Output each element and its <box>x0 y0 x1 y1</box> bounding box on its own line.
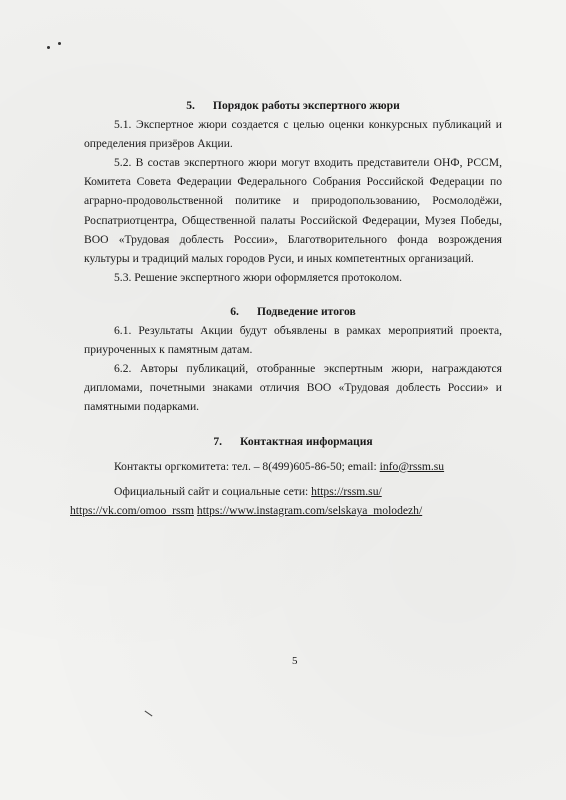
document-body <box>70 96 502 520</box>
social-links-line <box>70 501 502 520</box>
website-line: Официальный сайт и социальные сети: https://rssm.su/ <box>114 484 382 498</box>
section-heading-5: 5. Порядок работы экспертного жюри <box>186 99 400 112</box>
page-number: 5 <box>292 655 298 667</box>
paragraph-5-2: 5.2. В состав экспертного жюри могут входить представители ОНФ, РССМ, Комитета Совета Федерации Федерального Собрания Российской Федерации по аграрно-продовольственной политике и природопользованию, Росмолодёжи, Роспатриотцентра, Общественной палаты Российской Федерации, Музея Победы, ВОО «Трудовая доблесть России», Благотворительного фонда возрождения культуры и традиций малых городов Руси, и иных компетентных организаций. <box>84 156 502 265</box>
scan-mark <box>145 711 153 717</box>
vk-link[interactable]: https://vk.com/omoo_rssm <box>70 503 194 517</box>
website-link[interactable]: https://rssm.su/ <box>311 484 382 498</box>
section-heading-6: 6. Подведение итогов <box>230 304 356 318</box>
email-link[interactable]: info@rssm.su <box>379 459 445 473</box>
scan-speck <box>47 46 50 49</box>
paragraph-6-2: 6.2. Авторы публикаций, отобранные экспертным жюри, награждаются дипломами, почетными знаками отличия ВОО «Трудовая доблесть России» и памятными подарками. <box>84 362 502 414</box>
paragraph-5-1: 5.1. Экспертное жюри создается с целью оценки конкурсных публикаций и определения призёров Акции. <box>84 118 502 151</box>
contact-line: Контакты оргкомитета: тел. – 8(499)605-86-50; email: info@rssm.su <box>114 459 445 473</box>
paragraph-6-1: 6.1. Результаты Акции будут объявлены в рамках мероприятий проекта, приуроченных к памятным датам. <box>84 324 502 357</box>
instagram-link[interactable]: https://www.instagram.com/selskaya_molodezh/ <box>196 503 423 517</box>
section-heading-7: 7. Контактная информация <box>213 434 373 448</box>
paragraph-5-3: 5.3. Решение экспертного жюри оформляется протоколом. <box>114 270 403 284</box>
scan-speck <box>58 42 61 45</box>
